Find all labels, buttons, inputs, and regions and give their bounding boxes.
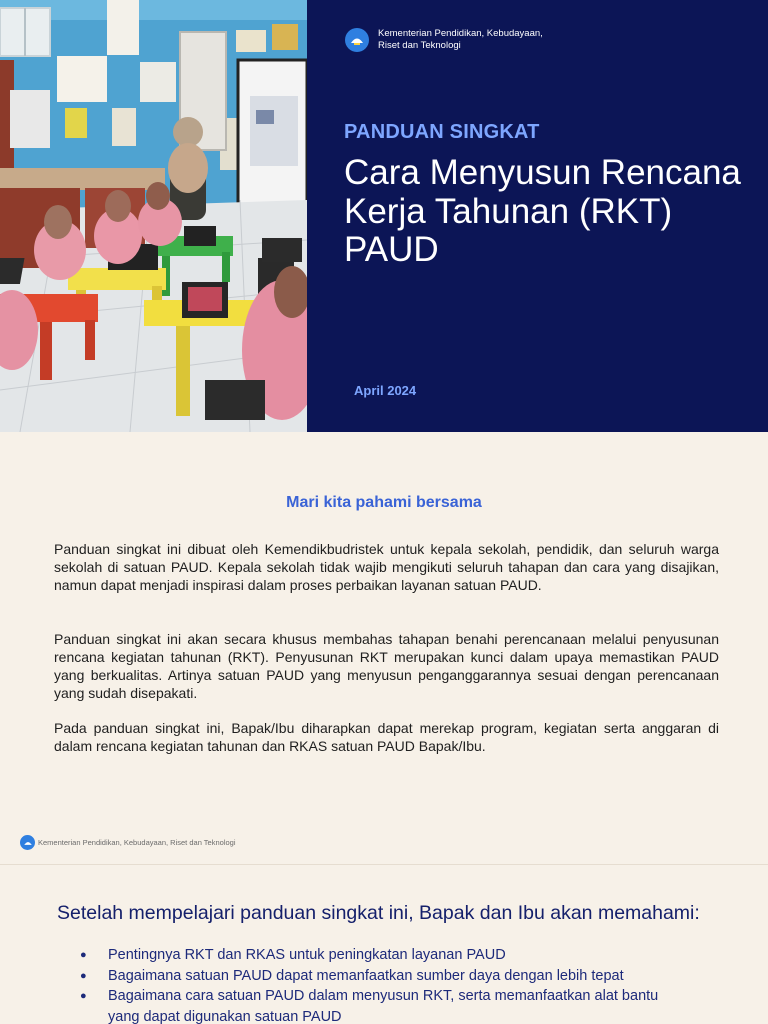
page-footer (20, 835, 236, 850)
ministry-name-line2: Riset dan Teknologi (378, 40, 461, 51)
list-item: ● Pentingnya RKT dan RKAS untuk peningkatan layanan PAUD (80, 945, 680, 966)
ministry-name-line1: Kementerian Pendidikan, Kebudayaan, (378, 28, 543, 39)
learning-outcomes-heading: Setelah mempelajari panduan singkat ini, Bapak dan Ibu akan memahami: (57, 902, 700, 924)
classroom-photo (0, 0, 307, 432)
cover-hero (0, 0, 768, 432)
ministry-header (345, 28, 568, 52)
footer-ministry-name: Kementerian Pendidikan, Kebudayaan, Riset dan Teknologi (38, 838, 236, 847)
list-item: ● Bagaimana cara satuan PAUD dalam menyusun RKT, serta memanfaatkan alat bantu yang dapat digunakan satuan PAUD (80, 986, 680, 1024)
page-divider (0, 864, 768, 865)
intro-paragraph-2: Panduan singkat ini akan secara khusus membahas tahapan benahi perencanaan melalui penyusunan rencana kegiatan tahunan (RKT). Penyusunan RKT merupakan kunci dalam upaya memastikan PAUD yang berkualitas. Artinya satuan PAUD yang menyusun penganggarannya sesuai dengan perencanaan yang sudah disepakati. (54, 631, 719, 701)
ministry-name (378, 28, 568, 52)
list-item: ● Bagaimana satuan PAUD dapat memanfaatkan sumber daya dengan lebih tepat (80, 966, 680, 987)
document-title: Cara Menyusun Rencana Kerja Tahunan (RKT) PAUD (344, 153, 741, 269)
cover-panel (307, 0, 768, 432)
intro-paragraph-1: Panduan singkat ini dibuat oleh Kemendikbudristek untuk kepala sekolah, pendidik, dan seluruh warga sekolah di satuan PAUD. Kepala sekolah tidak wajib mengikuti seluruh tahapan dan cara yang disajikan, namun dapat menjadi inspirasi dalam proses perbaikan layanan satuan PAUD. (54, 541, 719, 593)
intro-paragraph-3: Pada panduan singkat ini, Bapak/Ibu diharapkan dapat merekap program, kegiatan serta anggaran di dalam rencana kegiatan tahunan dan RKAS satuan PAUD Bapak/Ibu. (54, 720, 719, 754)
document-type-label: PANDUAN SINGKAT (344, 121, 540, 143)
tut-wuri-handayani-logo-icon (345, 28, 369, 52)
learning-outcomes-list (80, 945, 680, 1024)
tut-wuri-handayani-small-icon (20, 835, 35, 850)
intro-heading: Mari kita pahami bersama (286, 494, 482, 511)
publication-date: April 2024 (354, 383, 417, 398)
